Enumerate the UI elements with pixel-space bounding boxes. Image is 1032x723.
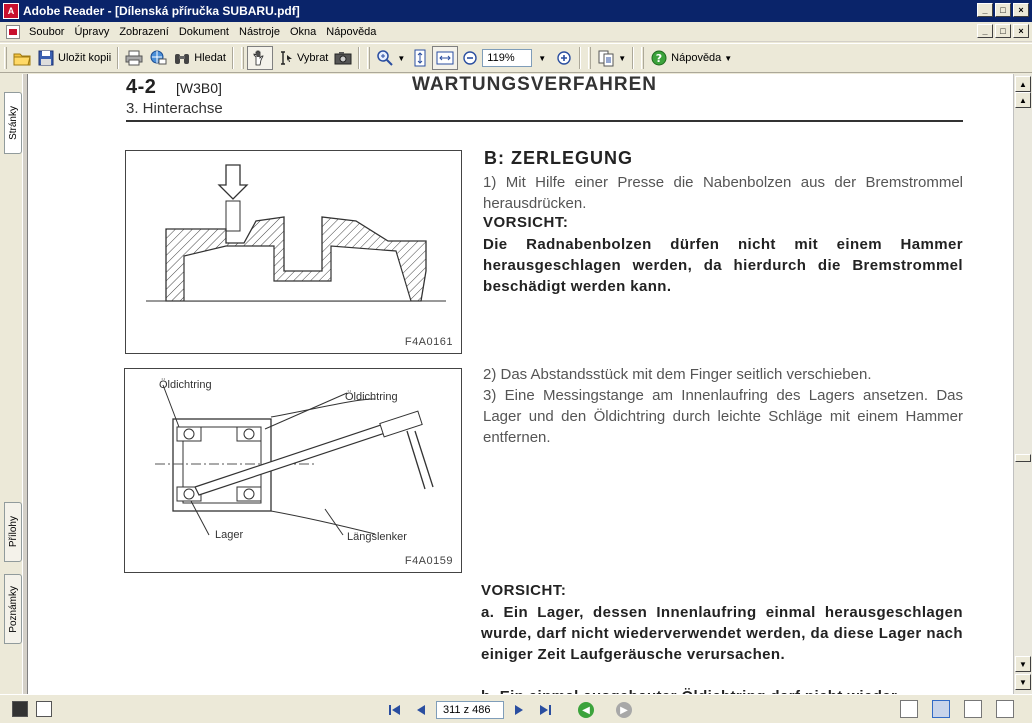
binoculars-icon bbox=[173, 49, 191, 67]
zoom-tool-button[interactable] bbox=[373, 46, 408, 70]
next-page-button[interactable] bbox=[508, 700, 530, 720]
toolbar-grip[interactable] bbox=[367, 47, 370, 69]
help-icon bbox=[650, 49, 668, 67]
page-title: WARTUNGSVERFAHREN bbox=[412, 74, 658, 95]
page-layout-buttons bbox=[900, 700, 1014, 718]
globe-mail-icon bbox=[149, 49, 167, 67]
email-button[interactable] bbox=[146, 46, 170, 70]
toolbar-separator bbox=[579, 47, 581, 69]
facing-button[interactable] bbox=[964, 700, 982, 718]
brake-drum-drawing bbox=[126, 151, 461, 353]
toolbar-grip[interactable] bbox=[588, 47, 591, 69]
last-page-icon bbox=[538, 704, 552, 716]
menu-bar bbox=[0, 22, 1032, 42]
figure-code: F4A0161 bbox=[404, 336, 453, 348]
text-cursor-icon bbox=[276, 49, 294, 67]
continuous-button[interactable] bbox=[932, 700, 950, 718]
zoom-in-button[interactable] bbox=[552, 46, 576, 70]
help-button[interactable] bbox=[647, 46, 735, 70]
step-3: 3) Eine Messingstange am Innenlaufring des Lagers ansetzen. Das Lager und den Öldichtring durch leichte Schläge mit einem Hammer entfernen. bbox=[483, 387, 963, 446]
hand-icon bbox=[251, 49, 269, 67]
caution-1-heading: VORSICHT: bbox=[483, 214, 569, 231]
adobe-reader-icon: A bbox=[3, 3, 19, 19]
tab-comments[interactable] bbox=[4, 574, 22, 644]
procedure-heading: B: ZERLEGUNG bbox=[484, 148, 633, 168]
menu-zobrazeni[interactable]: Zobrazení bbox=[119, 25, 169, 38]
subsection-title: 3. Hinterachse bbox=[126, 100, 223, 117]
tab-attachments[interactable] bbox=[4, 502, 22, 562]
menu-upravy[interactable]: Úpravy bbox=[74, 25, 110, 38]
close-button[interactable]: × bbox=[1013, 3, 1029, 17]
first-page-button[interactable] bbox=[384, 700, 406, 720]
label-trailing-arm: Längslenker bbox=[347, 531, 407, 543]
save-copy-button[interactable] bbox=[34, 46, 114, 70]
caution-2-heading: VORSICHT: bbox=[481, 582, 567, 599]
menu-okna[interactable]: Okna bbox=[289, 25, 317, 38]
maximize-button[interactable]: □ bbox=[995, 3, 1011, 17]
zoom-dropdown-chevron-icon[interactable]: ▼ bbox=[538, 53, 547, 63]
select-tool-button[interactable] bbox=[273, 46, 331, 70]
tab-pages-label: Stránky bbox=[7, 106, 19, 140]
toolbar-grip[interactable] bbox=[4, 47, 7, 69]
printer-icon bbox=[125, 49, 143, 67]
open-button[interactable] bbox=[10, 46, 34, 70]
label-oil-seal-left: Öldichtring bbox=[159, 379, 212, 391]
page-size-icon[interactable] bbox=[36, 701, 52, 717]
folder-open-icon bbox=[13, 49, 31, 67]
toolbar-grip[interactable] bbox=[241, 47, 244, 69]
status-bar bbox=[0, 694, 1032, 723]
actual-size-button[interactable] bbox=[408, 46, 432, 70]
toolbar-grip[interactable] bbox=[641, 47, 644, 69]
print-button[interactable] bbox=[122, 46, 146, 70]
fit-width-button[interactable] bbox=[432, 46, 458, 70]
page-number-input[interactable]: 311 z 486 bbox=[436, 701, 504, 719]
scroll-down-button[interactable]: ▼ bbox=[1015, 674, 1031, 690]
vertical-scrollbar[interactable] bbox=[1013, 74, 1032, 694]
find-label: Hledat bbox=[194, 52, 226, 64]
toolbar bbox=[0, 43, 1032, 73]
previous-page-button[interactable] bbox=[410, 700, 432, 720]
toolbar-separator bbox=[117, 47, 119, 69]
menu-dokument[interactable]: Dokument bbox=[178, 25, 229, 38]
magnifier-icon bbox=[376, 49, 394, 67]
bearing-removal-drawing bbox=[125, 369, 461, 572]
page-navigation bbox=[384, 700, 632, 720]
header-rule bbox=[126, 120, 963, 122]
chevron-down-icon[interactable]: ▼ bbox=[724, 53, 733, 63]
figure-code: F4A0159 bbox=[404, 555, 453, 567]
window-title: Adobe Reader - [Dílenská příručka SUBARU.pdf] bbox=[23, 4, 300, 18]
caution-2-text: a. Ein Lager, dessen Innenlaufring einmal herausgeschlagen wurde, darf nicht wiederverwendet werden, da diese Lager nach einiger Zeit Laufgeräusche verursachen. bbox=[481, 604, 963, 663]
figure-bearing-removal bbox=[124, 368, 462, 573]
find-button[interactable] bbox=[170, 46, 229, 70]
doc-close-button[interactable]: × bbox=[1013, 24, 1029, 38]
save-copy-label: Uložit kopii bbox=[58, 52, 112, 64]
zoom-level-input[interactable]: 119% bbox=[482, 49, 532, 67]
single-page-button[interactable] bbox=[900, 700, 918, 718]
next-page-icon bbox=[513, 704, 525, 716]
menu-napoveda[interactable]: Nápověda bbox=[326, 25, 377, 38]
scrollbar-thumb[interactable] bbox=[1015, 454, 1031, 462]
continuous-facing-button[interactable] bbox=[996, 700, 1014, 718]
toggle-navigation-icon[interactable] bbox=[12, 701, 28, 717]
fit-height-icon bbox=[411, 49, 429, 67]
menu-soubor[interactable]: Soubor bbox=[29, 25, 65, 38]
section-number: 4-2 bbox=[126, 76, 157, 98]
go-back-button[interactable]: ◀ bbox=[578, 702, 594, 718]
fit-width-icon bbox=[436, 49, 454, 67]
doc-minimize-button[interactable]: _ bbox=[977, 24, 993, 38]
camera-icon bbox=[334, 49, 352, 67]
chevron-down-icon[interactable]: ▼ bbox=[618, 53, 627, 63]
document-icon[interactable] bbox=[6, 25, 20, 39]
doc-restore-button[interactable]: □ bbox=[995, 24, 1011, 38]
svg-text:?: ? bbox=[655, 52, 663, 65]
section-code: [W3B0] bbox=[176, 80, 222, 96]
label-oil-seal-right: Öldichtring bbox=[345, 391, 398, 403]
minimize-button[interactable]: _ bbox=[977, 3, 993, 17]
zoom-out-icon bbox=[461, 49, 479, 67]
page-layout-button[interactable] bbox=[594, 46, 629, 70]
first-page-icon bbox=[388, 704, 402, 716]
toolbar-separator bbox=[632, 47, 634, 69]
document-viewport[interactable] bbox=[28, 74, 1013, 694]
go-forward-button[interactable]: ▶ bbox=[616, 702, 632, 718]
select-label: Vybrat bbox=[296, 52, 329, 64]
navigation-panel bbox=[0, 74, 28, 694]
tab-comments-label: Poznámky bbox=[7, 585, 19, 633]
pdf-page bbox=[28, 74, 1013, 694]
step-2: 2) Das Abstandsstück mit dem Finger seitlich verschieben. bbox=[483, 366, 872, 383]
zoom-in-icon bbox=[555, 49, 573, 67]
previous-page-icon bbox=[415, 704, 427, 716]
page-layout-icon bbox=[597, 49, 615, 67]
menu-nastroje[interactable]: Nástroje bbox=[239, 25, 280, 38]
help-label: Nápověda bbox=[671, 52, 722, 64]
toolbar-separator bbox=[358, 47, 360, 69]
hand-tool-button[interactable] bbox=[247, 46, 273, 70]
scroll-up-button[interactable]: ▲ bbox=[1015, 76, 1031, 92]
chevron-down-icon[interactable]: ▼ bbox=[397, 53, 406, 63]
page-up-button[interactable]: ▲ bbox=[1015, 92, 1031, 108]
snapshot-button[interactable] bbox=[331, 46, 355, 70]
tab-pages[interactable] bbox=[4, 92, 22, 154]
label-bearing: Lager bbox=[215, 529, 244, 541]
toolbar-separator bbox=[232, 47, 234, 69]
floppy-disk-icon bbox=[37, 49, 55, 67]
tab-attachments-label: Přílohy bbox=[7, 516, 19, 548]
last-page-button[interactable] bbox=[534, 700, 556, 720]
title-bar bbox=[0, 0, 1032, 22]
caution-1-text: Die Radnabenbolzen dürfen nicht mit einem Hammer herausgeschlagen werden, da hierdurch die Bremstrommel beschädigt werden kann. bbox=[483, 236, 963, 295]
step-1: 1) Mit Hilfe einer Presse die Nabenbolzen aus der Bremstrommel herausdrücken. bbox=[483, 174, 963, 212]
page-down-button[interactable]: ▼ bbox=[1015, 656, 1031, 672]
figure-brake-drum bbox=[125, 150, 462, 354]
zoom-out-button[interactable] bbox=[458, 46, 482, 70]
